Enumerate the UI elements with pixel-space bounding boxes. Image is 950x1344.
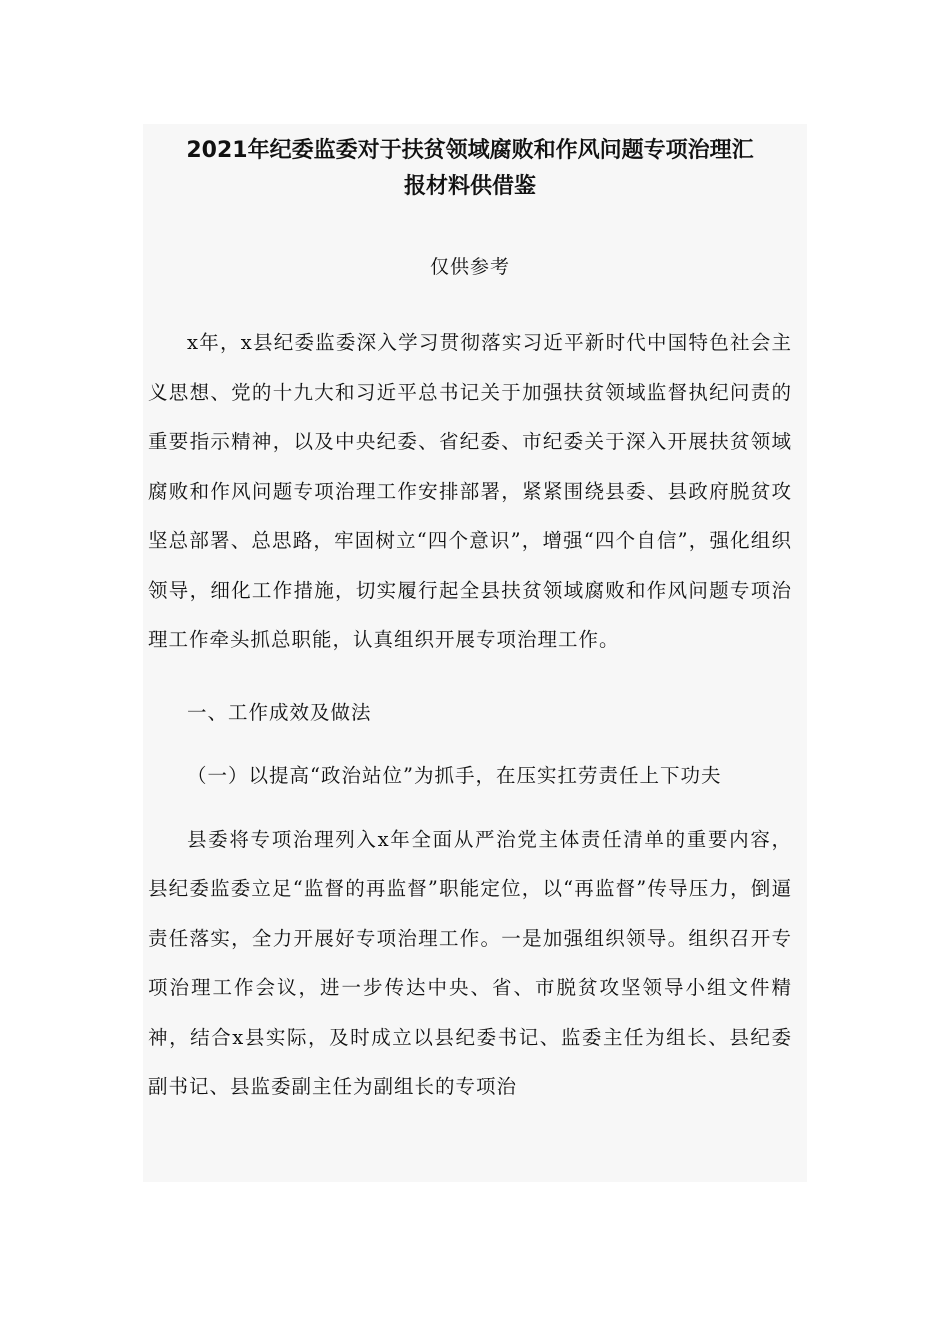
body-paragraph: 县委将专项治理列入x年全面从严治党主体责任清单的重要内容，县纪委监委立足“监督的再监督”职能定位，以“再监督”传导压力，倒逼责任落实，全力开展好专项治理工作。一是加强组织领导。组织召开专项治理工作会议，进一步传达中央、省、市脱贫攻坚领导小组文件精神，结合x县实际，及时成立以县纪委书记、监委主任为组长、县纪委副书记、县监委副主任为副组长的专项治 (148, 827, 792, 1098)
title-line-2: 报材料供借鉴 (403, 174, 536, 199)
document-content (143, 124, 807, 1112)
reference-note: 仅供参考 (429, 256, 510, 278)
document-title (148, 124, 792, 205)
title-line-1: 2021年纪委监委对于扶贫领域腐败和作风问题专项治理汇 (186, 138, 754, 163)
section-heading: 一、工作成效及做法 (187, 700, 372, 724)
intro-paragraph: x年，x县纪委监委深入学习贯彻落实习近平新时代中国特色社会主义思想、党的十九大和习近平总书记关于加强扶贫领域监督执纪问责的重要指示精神，以及中央纪委、省纪委、市纪委关于深入开展扶贫领域腐败和作风问题专项治理工作安排部署，紧紧围绕县委、县政府脱贫攻坚总部署、总思路，牢固树立“四个意识”，增强“四个自信”，强化组织领导，细化工作措施，切实履行起全县扶贫领域腐败和作风问题专项治理工作牵头抓总职能，认真组织开展专项治理工作。 (148, 331, 792, 651)
document-page (143, 124, 807, 1182)
subsection-heading: （一）以提高“政治站位”为抓手，在压实扛劳责任上下功夫 (187, 764, 722, 787)
